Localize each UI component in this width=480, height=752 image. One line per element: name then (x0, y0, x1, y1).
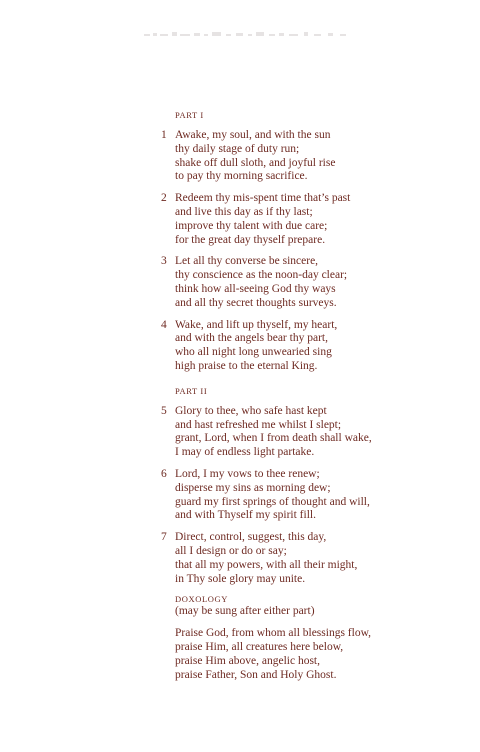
stanza-line: and hast refreshed me whilst I slept; (175, 418, 342, 431)
stanza-line: and live this day as if thy last; (175, 205, 313, 218)
stanza-number: 3 (161, 255, 167, 268)
stanza-line: shake off dull sloth, and joyful rise (175, 156, 336, 169)
stanza-line: Let all thy converse be sincere, (175, 255, 319, 268)
stanza-line: high praise to the eternal King. (175, 359, 318, 372)
stanza-line: improve thy talent with due care; (175, 219, 328, 232)
stanza-number: 6 (161, 467, 167, 480)
stanza-4 (161, 319, 461, 374)
stanza-line: and with the angels bear thy part, (175, 332, 328, 345)
stanza-line: thy daily stage of duty run; (175, 142, 300, 155)
stanza-line: Lord, I my vows to thee renew; (175, 467, 320, 480)
stanza-line: thy conscience as the noon-day clear; (175, 269, 348, 282)
doxology-line: praise Him above, angelic host, (175, 654, 320, 667)
stanza-number: 4 (161, 318, 167, 331)
stanza-line: I may of endless light partake. (175, 446, 315, 459)
doxology-line: praise Him, all creatures here below, (175, 640, 344, 653)
doxology-line: praise Father, Son and Holy Ghost. (175, 668, 337, 681)
faint-page-header-marks (144, 28, 354, 42)
part-two-heading: PART II (175, 385, 208, 396)
stanza-line: that all my powers, with all their might, (175, 558, 358, 571)
stanza-line: Awake, my soul, and with the sun (175, 129, 331, 141)
stanza-line: grant, Lord, when I from death shall wake, (175, 432, 372, 445)
stanza-line: for the great day thyself prepare. (175, 233, 326, 246)
doxology-note: (may be sung after either part) (175, 605, 315, 618)
stanza-1 (161, 129, 461, 184)
stanza-5 (161, 405, 461, 460)
stanza-line: to pay thy morning sacrifice. (175, 170, 308, 183)
stanza-7 (161, 531, 461, 586)
stanza-number: 5 (161, 404, 167, 417)
stanza-number: 7 (161, 531, 167, 544)
stanza-line: Glory to thee, who safe hast kept (175, 404, 327, 417)
stanza-line: think how all-seeing God thy ways (175, 282, 336, 295)
stanza-2 (161, 192, 461, 247)
doxology-line: Praise God, from whom all blessings flow, (175, 627, 372, 640)
stanza-line: disperse my sins as morning dew; (175, 481, 331, 494)
hymn-text (161, 110, 461, 682)
doxology-heading: DOXOLOGY (175, 594, 228, 605)
stanza-line: and all thy secret thoughts surveys. (175, 296, 337, 309)
stanza-number: 1 (161, 129, 167, 141)
stanza-number: 2 (161, 192, 167, 205)
stanza-3 (161, 255, 461, 310)
stanza-line: who all night long unwearied sing (175, 346, 332, 359)
stanza-line: in Thy sole glory may unite. (175, 572, 306, 585)
stanza-6 (161, 468, 461, 523)
stanza-line: and with Thyself my spirit fill. (175, 509, 316, 522)
stanza-line: Redeem thy mis-spent time that’s past (175, 192, 351, 205)
part-one-heading: PART I (175, 110, 204, 120)
stanza-line: Wake, and lift up thyself, my heart, (175, 318, 338, 331)
stanza-line: Direct, control, suggest, this day, (175, 531, 327, 544)
stanza-line: guard my first springs of thought and will, (175, 495, 370, 508)
stanza-line: all I design or do or say; (175, 544, 287, 557)
doxology-stanza (175, 627, 461, 682)
